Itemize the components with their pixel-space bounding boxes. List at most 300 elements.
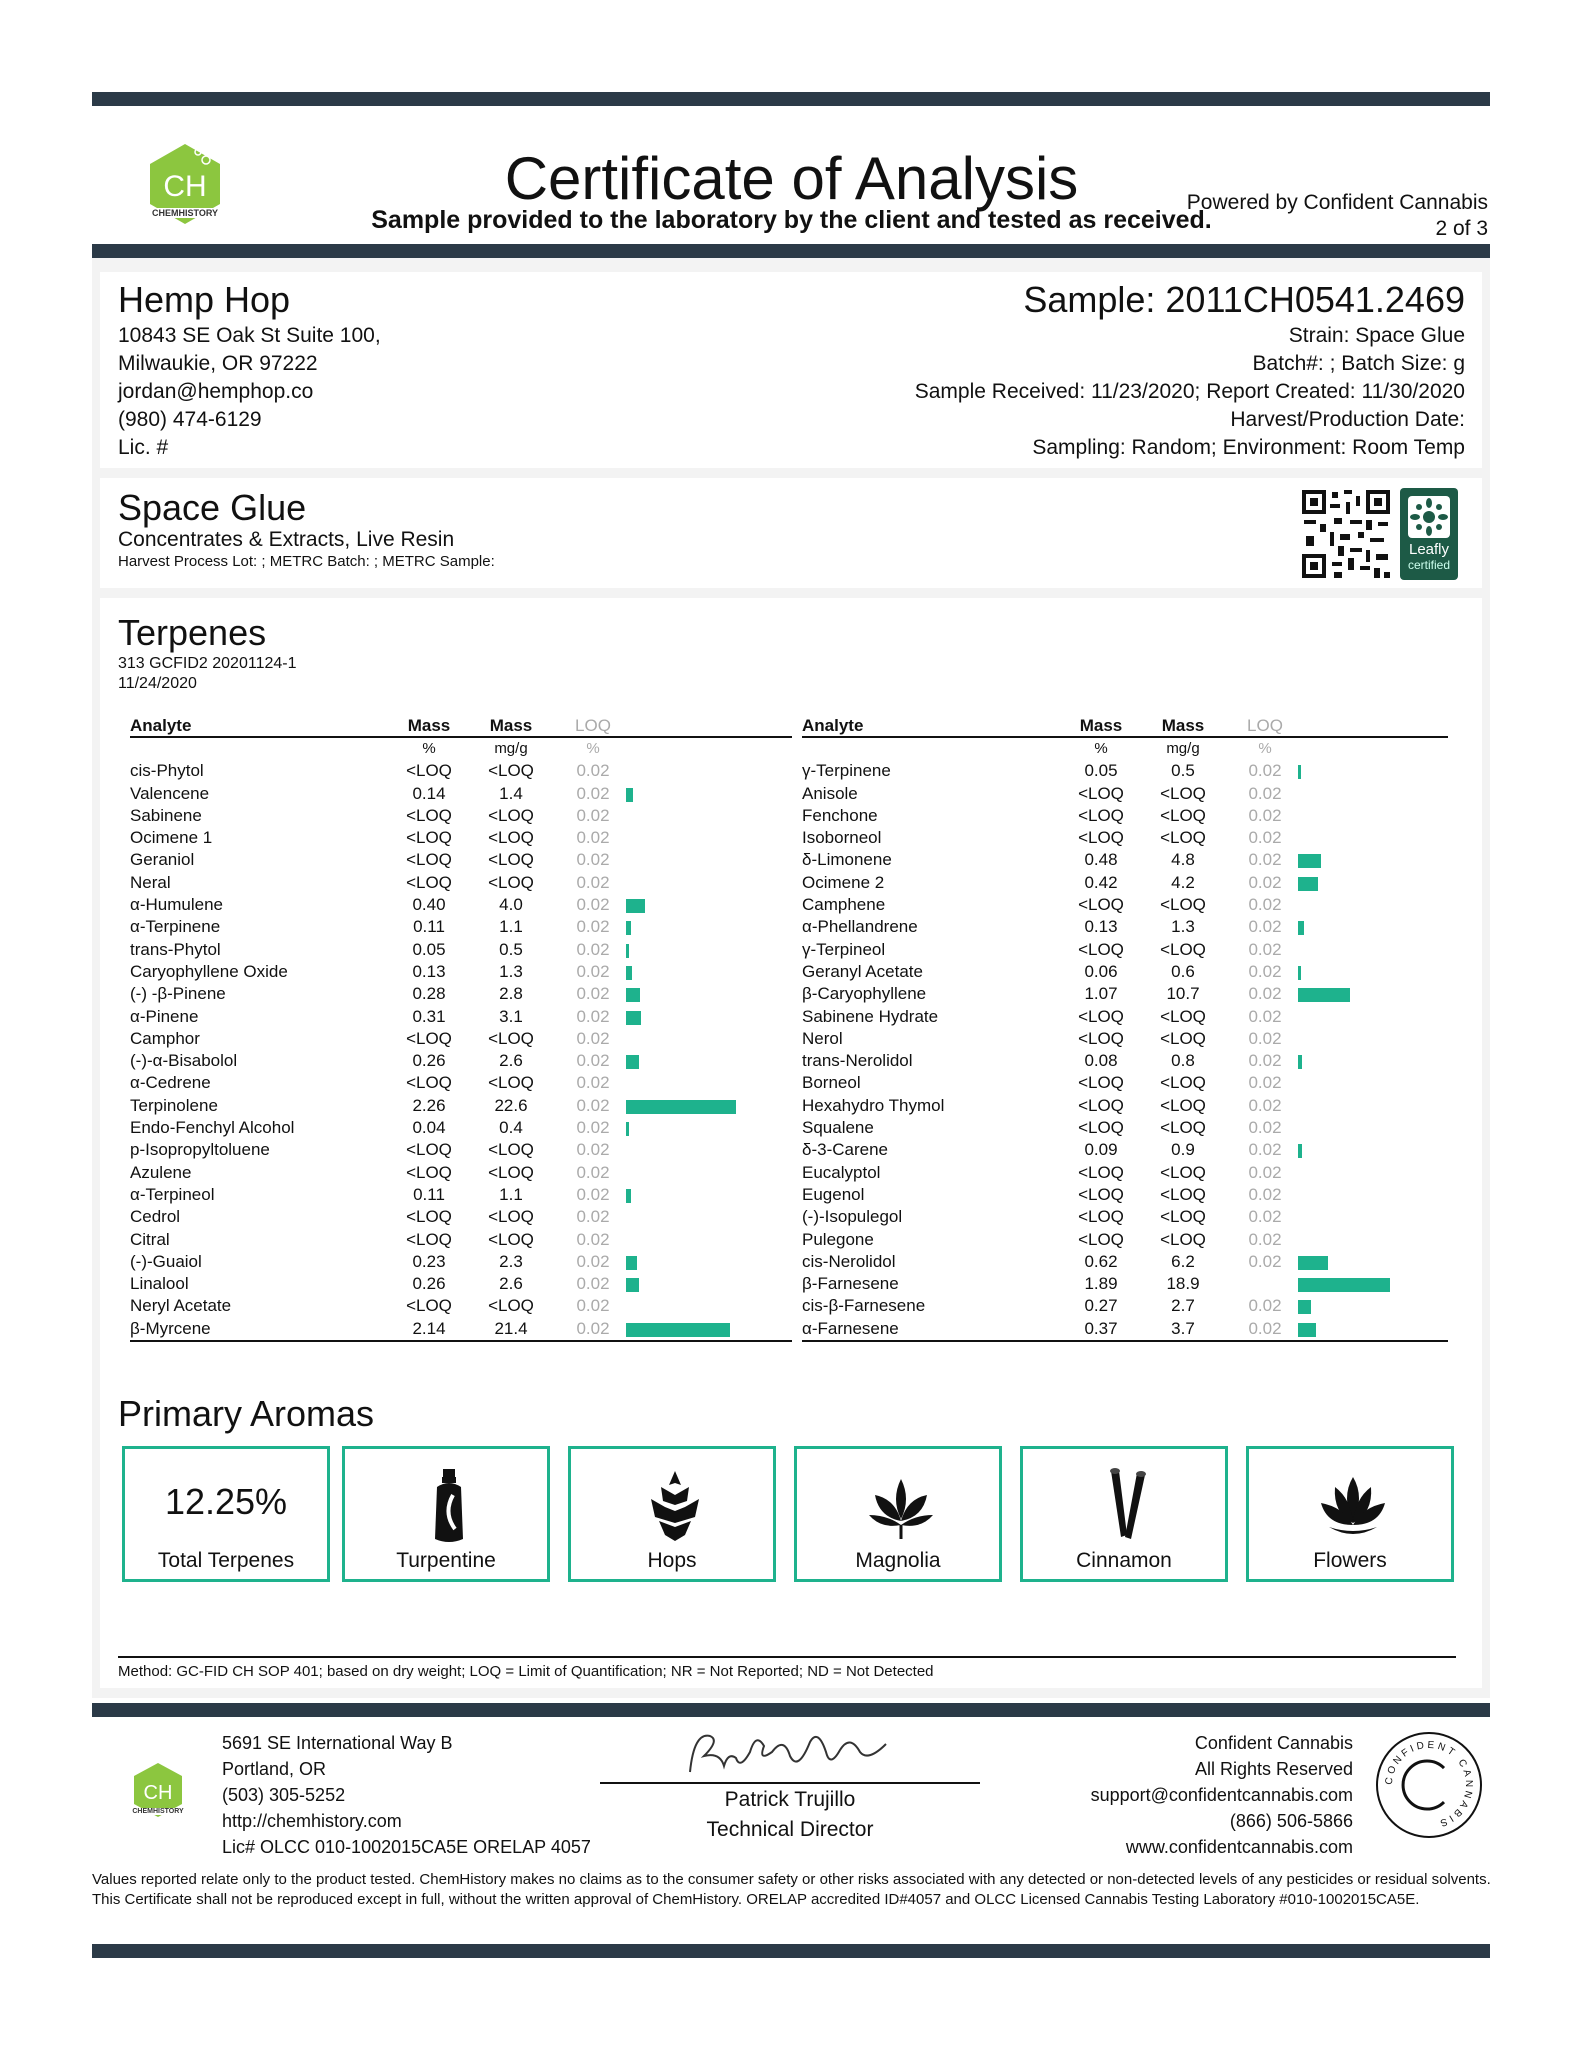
cell-pct: 0.28: [412, 984, 446, 1004]
page-title: Certificate of Analysis: [504, 145, 1079, 212]
terpenes-table-right: Analyte Mass Mass LOQ % mg/g % γ-Terpinene 0.05 0.5 0.02 Anisole <LOQ <LOQ 0.02 Fenchone <LOQ <LOQ 0.02 Isoborneol <LOQ <LOQ 0.02 δ-Limonene 0.48 4.8 0.02 Ocimene 2 0.42 4.2 0.02 Camphene <LOQ <LOQ 0.02 α-Phellandrene 0.13 1.3 0.02 γ-Terpineol <LOQ <LOQ 0.02 Geranyl Acetate 0.06 0.6 0.02 β-Caryophyllene 1.07 10.7 0.02 Sabinene Hydrate <LOQ <LOQ 0.02 Nerol <LOQ <LOQ 0.02 trans-Nerolidol 0.08 0.8 0.02 Borneol <LOQ <LOQ 0.02 Hexahydro Thymol <LOQ <LOQ 0.02 Squalene <LOQ <LOQ 0.02 δ-3-Carene 0.09 0.9 0.02 Eucalyptol <LOQ <LOQ 0.02 Eugenol <LOQ <LOQ 0.02 (-)-Isopulegol <LOQ <LOQ 0.02 Pulegone <LOQ <LOQ 0.02 cis-Nerolidol 0.62 6.2 0.02 β-Farnesene 1.89 18.9 cis-β-Farnesene 0.27 2.7 0.02 α-Farnesene 0.37 3.7 0.02: [802, 716, 1448, 1342]
cell-analyte: Ocimene 2: [802, 872, 885, 892]
table-row: [130, 849, 792, 871]
page-subtitle: Sample provided to the laboratory by the client and tested as received.: [371, 206, 1212, 234]
cell-loq: 0.02: [1248, 1118, 1282, 1138]
cell-loq: 0.02: [1248, 1251, 1282, 1271]
svg-text:CH: CH: [143, 1782, 173, 1804]
cell-pct: 0.11: [413, 917, 445, 937]
terpene-bar: [1298, 1323, 1316, 1337]
table-row: [802, 783, 1448, 805]
cell-mg: 2.6: [499, 1274, 523, 1294]
cell-analyte: Eucalyptol: [802, 1162, 881, 1182]
cell-analyte: Cedrol: [130, 1207, 181, 1227]
table-row: [802, 939, 1448, 961]
signer-block: [600, 1785, 980, 1845]
cell-mg: <LOQ: [1160, 1229, 1206, 1249]
leafly-certified-badge: Leafly certified: [1400, 488, 1458, 580]
table-row: [802, 1072, 1448, 1094]
cell-pct: 0.31: [412, 1006, 446, 1026]
cell-loq: 0.02: [1248, 828, 1282, 848]
sample-info: [915, 278, 1465, 462]
table-row: [130, 1072, 792, 1094]
cell-pct: <LOQ: [406, 1028, 452, 1048]
table-row: [130, 894, 792, 916]
cell-analyte: trans-Phytol: [130, 939, 221, 959]
cell-pct: <LOQ: [406, 850, 452, 870]
cell-loq: 0.02: [576, 961, 610, 981]
table-row: [802, 1206, 1448, 1228]
cell-mg: <LOQ: [1160, 1162, 1206, 1182]
cell-loq: 0.02: [576, 1028, 610, 1048]
cell-analyte: α-Terpinene: [130, 917, 221, 937]
cell-pct: <LOQ: [406, 761, 452, 781]
cell-pct: 0.05: [1084, 761, 1118, 781]
cell-pct: <LOQ: [1078, 1207, 1124, 1227]
cell-loq: 0.02: [576, 939, 610, 959]
terpene-bar: [626, 988, 640, 1002]
cell-pct: <LOQ: [406, 1296, 452, 1316]
cell-pct: <LOQ: [1078, 1184, 1124, 1204]
cc-website-link[interactable]: www.confidentcannabis.com: [1125, 1837, 1353, 1857]
cell-loq: 0.02: [560, 1318, 626, 1341]
cell-pct: <LOQ: [406, 805, 452, 825]
cell-mg: <LOQ: [488, 828, 534, 848]
cell-loq: 0.02: [1248, 783, 1282, 803]
table-row: [802, 983, 1448, 1005]
cell-mg: 1.1: [499, 1184, 523, 1204]
cell-pct: 2.14: [396, 1318, 462, 1341]
cell-analyte: cis-Nerolidol: [802, 1251, 896, 1271]
signature-line: [600, 1782, 980, 1784]
cell-loq: 0.02: [576, 1006, 610, 1026]
terpene-bar: [1298, 1055, 1302, 1069]
terpene-bar: [626, 1100, 736, 1114]
cell-analyte: Camphene: [802, 895, 886, 915]
cell-pct: 0.26: [412, 1274, 446, 1294]
sample-sampling: Sampling: Random; Environment: Room Temp: [1032, 436, 1465, 459]
client-info: [118, 278, 381, 462]
cell-mg: 0.4: [499, 1118, 523, 1138]
terpene-bar: [626, 1278, 639, 1292]
cell-analyte: p-Isopropyltoluene: [130, 1140, 270, 1160]
table-row: [130, 1206, 792, 1228]
cell-analyte: Fenchone: [802, 805, 878, 825]
table-row: [802, 916, 1448, 938]
product-name: Space Glue: [118, 487, 307, 528]
table-row: [130, 1273, 792, 1295]
cell-analyte: Camphor: [130, 1028, 200, 1048]
table-row: [802, 1184, 1448, 1206]
cell-loq: 0.02: [1248, 1296, 1282, 1316]
cell-pct: <LOQ: [1078, 1118, 1124, 1138]
primary-aromas-title: Primary Aromas: [118, 1393, 375, 1434]
table-row: [130, 1050, 792, 1072]
table-row: [802, 1139, 1448, 1161]
cell-pct: 0.08: [1084, 1051, 1118, 1071]
cell-pct: 0.13: [1084, 917, 1118, 937]
aroma-card-turpentine: Turpentine: [342, 1446, 550, 1582]
cell-loq: [1232, 1273, 1298, 1295]
cell-analyte: Borneol: [802, 1073, 861, 1093]
table-row: [802, 872, 1448, 894]
cell-loq: 0.02: [1248, 1028, 1282, 1048]
terpene-bar: [626, 899, 645, 913]
cell-pct: <LOQ: [1078, 1073, 1124, 1093]
cell-analyte: Hexahydro Thymol: [802, 1095, 945, 1115]
cell-loq: 0.02: [576, 783, 610, 803]
cell-pct: 0.23: [412, 1251, 446, 1271]
cell-mg: 0.5: [499, 939, 523, 959]
cell-pct: 0.26: [412, 1051, 446, 1071]
cell-mg: 0.8: [1171, 1051, 1195, 1071]
aroma-card-cinnamon: Cinnamon: [1020, 1446, 1228, 1582]
cell-analyte: α-Farnesene: [802, 1318, 1068, 1341]
cell-loq: 0.02: [1248, 1140, 1282, 1160]
cell-mg: 1.3: [499, 961, 523, 981]
cell-pct: 1.07: [1084, 984, 1118, 1004]
terpene-bar: [626, 1055, 639, 1069]
cell-loq: 0.02: [576, 828, 610, 848]
cell-loq: 0.02: [1248, 1162, 1282, 1182]
cell-analyte: (-) -β-Pinene: [130, 984, 226, 1004]
hops-icon: [635, 1465, 715, 1545]
header-bottom-bar: [92, 244, 1490, 258]
cell-mg: <LOQ: [1160, 1118, 1206, 1138]
table-row: [802, 961, 1448, 983]
total-terpenes-card: [122, 1446, 330, 1582]
cell-loq: 0.02: [1248, 939, 1282, 959]
cell-analyte: cis-Phytol: [130, 761, 204, 781]
cell-mg: <LOQ: [1160, 783, 1206, 803]
cell-mg: <LOQ: [488, 1140, 534, 1160]
cell-pct: <LOQ: [1078, 895, 1124, 915]
cell-loq: 0.02: [1248, 917, 1282, 937]
footer-top-bar: [92, 1703, 1490, 1717]
cell-pct: 0.13: [412, 961, 446, 981]
table-row: [130, 1251, 792, 1273]
table-row: [802, 1028, 1448, 1050]
terpene-bar: [1298, 921, 1304, 935]
lab-website-link[interactable]: http://chemhistory.com: [222, 1811, 402, 1831]
cell-analyte: Caryophyllene Oxide: [130, 961, 288, 981]
cell-analyte: Valencene: [130, 783, 210, 803]
cell-loq: 0.02: [1248, 1095, 1282, 1115]
cell-loq: 0.02: [1248, 1051, 1282, 1071]
cell-mg: <LOQ: [488, 1296, 534, 1316]
terpenes-date: 11/24/2020: [118, 675, 197, 692]
terpene-bar: [1298, 1256, 1328, 1270]
aroma-card-magnolia: Magnolia: [794, 1446, 1002, 1582]
cell-analyte: Sabinene Hydrate: [802, 1006, 939, 1026]
terpene-bar: [1298, 877, 1318, 891]
table-row: [130, 1006, 792, 1028]
table-row: [130, 783, 792, 805]
cell-loq: 0.02: [576, 1251, 610, 1271]
cell-loq: 0.02: [1248, 984, 1282, 1004]
terpenes-title: Terpenes: [118, 612, 267, 653]
cell-mg: <LOQ: [1160, 828, 1206, 848]
table-row: [802, 894, 1448, 916]
cinnamon-stick-icon: [1087, 1465, 1167, 1545]
table-row: [802, 1050, 1448, 1072]
bottom-bar: [92, 1944, 1490, 1958]
terpene-bar: [1298, 1278, 1390, 1292]
table-row: [802, 1318, 1448, 1341]
cell-mg: 2.8: [499, 984, 523, 1004]
svg-text:CONFIDENT CANNABIS: CONFIDENT CANNABIS: [1383, 1739, 1475, 1829]
client-license: Lic. #: [118, 436, 169, 459]
signer-title: Technical Director: [706, 1818, 874, 1841]
cell-mg: 0.5: [1171, 761, 1195, 781]
client-email: jordan@hemphop.co: [118, 380, 314, 403]
cell-loq: 0.02: [576, 872, 610, 892]
table-row: [802, 1273, 1448, 1295]
cell-mg: <LOQ: [1160, 1073, 1206, 1093]
terpene-bar: [1298, 988, 1350, 1002]
cell-analyte: Azulene: [130, 1162, 192, 1182]
table-row: [130, 1095, 792, 1117]
cell-pct: <LOQ: [406, 1207, 452, 1227]
cell-pct: <LOQ: [1078, 805, 1124, 825]
cell-mg: <LOQ: [488, 1207, 534, 1227]
cell-pct: <LOQ: [406, 1140, 452, 1160]
cell-pct: <LOQ: [406, 872, 452, 892]
chemhistory-footer-logo: CH CHEMHISTORY: [128, 1760, 188, 1820]
cell-mg: <LOQ: [488, 1028, 534, 1048]
cell-analyte: α-Pinene: [130, 1006, 199, 1026]
cell-loq: 0.02: [576, 1073, 610, 1093]
cell-mg: <LOQ: [488, 1073, 534, 1093]
qr-code-icon: [1300, 488, 1392, 580]
cell-analyte: δ-3-Carene: [802, 1140, 888, 1160]
terpene-bar: [1298, 1144, 1302, 1158]
terpenes-instrument: 313 GCFID2 20201124-1: [118, 655, 297, 672]
cell-analyte: Isoborneol: [802, 828, 882, 848]
table-row: [130, 1139, 792, 1161]
cell-analyte: Nerol: [802, 1028, 843, 1048]
cell-mg: 2.6: [499, 1051, 523, 1071]
cell-loq: 0.02: [576, 850, 610, 870]
cell-loq: 0.02: [576, 761, 610, 781]
cell-analyte: Eugenol: [802, 1184, 865, 1204]
cell-analyte: α-Cedrene: [130, 1073, 211, 1093]
cell-loq: 0.02: [576, 805, 610, 825]
table-row: [130, 827, 792, 849]
cell-mg: 2.7: [1171, 1296, 1195, 1316]
cell-loq: 0.02: [576, 1051, 610, 1071]
table-row: [130, 1028, 792, 1050]
cell-pct: 0.27: [1084, 1296, 1118, 1316]
terpenes-table-left: Analyte Mass Mass LOQ % mg/g % cis-Phytol <LOQ <LOQ 0.02 Valencene 0.14 1.4 0.02 Sabinene <LOQ <LOQ 0.02 Ocimene 1 <LOQ <LOQ 0.02 Geraniol <LOQ <LOQ 0.02 Neral <LOQ <LOQ 0.02 α-Humulene 0.40 4.0 0.02 α-Terpinene 0.11 1.1 0.02 trans-Phytol 0.05 0.5 0.02 Caryophyllene Oxide 0.13 1.3 0.02 (-) -β-Pinene 0.28 2.8 0.02 α-Pinene 0.31 3.1 0.02 Camphor <LOQ <LOQ 0.02 (-)-α-Bisabolol 0.26 2.6 0.02 α-Cedrene <LOQ <LOQ 0.02 Terpinolene 2.26 22.6 0.02 Endo-Fenchyl Alcohol 0.04 0.4 0.02 p-Isopropyltoluene <LOQ <LOQ 0.02 Azulene <LOQ <LOQ 0.02 α-Terpineol 0.11 1.1 0.02 Cedrol <LOQ <LOQ 0.02 Citral <LOQ <LOQ 0.02 (-)-Guaiol 0.23 2.3 0.02 Linalool 0.26 2.6 0.02 Neryl Acetate <LOQ <LOQ 0.02 β-Myrcene 2.14 21.4 0.02: [130, 716, 792, 1342]
cell-analyte: β-Farnesene: [802, 1274, 899, 1294]
cell-mg: <LOQ: [1160, 1207, 1206, 1227]
table-row: [802, 1117, 1448, 1139]
table-row: [130, 939, 792, 961]
client-phone: (980) 474-6129: [118, 408, 262, 431]
cell-analyte: Sabinene: [130, 805, 202, 825]
cell-loq: 0.02: [576, 895, 610, 915]
sample-harvest: Harvest/Production Date:: [1230, 408, 1465, 431]
cell-loq: 0.02: [576, 1229, 610, 1249]
cell-loq: 0.02: [1248, 1207, 1282, 1227]
cell-pct: 0.37: [1068, 1318, 1134, 1341]
cell-mg: <LOQ: [488, 1229, 534, 1249]
cell-mg: 0.9: [1171, 1140, 1195, 1160]
cell-loq: 0.02: [576, 1140, 610, 1160]
cell-loq: 0.02: [1248, 961, 1282, 981]
cell-analyte: Geranyl Acetate: [802, 961, 923, 981]
cell-mg: <LOQ: [1160, 895, 1206, 915]
cell-pct: 0.11: [413, 1184, 445, 1204]
cell-analyte: trans-Nerolidol: [802, 1051, 913, 1071]
terpene-bar: [1298, 966, 1301, 980]
table-row: [130, 983, 792, 1005]
cell-loq: 0.02: [1248, 1229, 1282, 1249]
magnolia-flower-icon: [861, 1465, 941, 1545]
cell-analyte: α-Phellandrene: [802, 917, 918, 937]
cell-mg: 6.2: [1171, 1251, 1195, 1271]
cell-mg: 22.6: [494, 1095, 528, 1115]
client-address2: Milwaukie, OR 97222: [118, 352, 318, 375]
cell-analyte: α-Terpineol: [130, 1184, 215, 1204]
cell-mg: <LOQ: [1160, 939, 1206, 959]
cell-pct: <LOQ: [1078, 1028, 1124, 1048]
turpentine-bottle-icon: [409, 1465, 489, 1545]
cell-analyte: γ-Terpinene: [802, 761, 891, 781]
table-row: [802, 1006, 1448, 1028]
chemhistory-logo: CH CHEMHISTORY: [140, 140, 230, 230]
cell-mg: 21.4: [462, 1318, 560, 1341]
table-row: [802, 1295, 1448, 1317]
product-meta: Harvest Process Lot: ; METRC Batch: ; METRC Sample:: [118, 553, 495, 570]
method-note: Method: GC-FID CH SOP 401; based on dry weight; LOQ = Limit of Quantification; NR = Not Reported; ND = Not Detected: [118, 1663, 934, 1680]
table-row: [130, 872, 792, 894]
cell-analyte: β-Caryophyllene: [802, 984, 927, 1004]
cell-pct: <LOQ: [406, 1073, 452, 1093]
cell-loq: 0.02: [576, 1162, 610, 1182]
sample-id: Sample: 2011CH0541.2469: [1023, 279, 1465, 320]
cell-mg: <LOQ: [488, 805, 534, 825]
cell-mg: 3.1: [499, 1006, 523, 1026]
cell-mg: 10.7: [1166, 984, 1200, 1004]
lab-contact: 5691 SE International Way B Portland, OR (503) 305-5252 http://chemhistory.com Lic# OLCC 010-1002015CA5E ORELAP 4057: [222, 1733, 591, 1857]
total-terpenes-value: 12.25%: [164, 1481, 288, 1522]
svg-text:CH: CH: [163, 170, 207, 203]
table-row: [802, 1095, 1448, 1117]
cell-mg: <LOQ: [1160, 1006, 1206, 1026]
cell-mg: 1.3: [1171, 917, 1195, 937]
method-divider: [118, 1656, 1456, 1658]
client-name: Hemp Hop: [118, 279, 291, 320]
table-row: [130, 1318, 792, 1341]
cell-loq: 0.02: [576, 1118, 610, 1138]
cell-pct: 0.04: [412, 1118, 446, 1138]
product-info: [118, 488, 495, 572]
table-row: [130, 1162, 792, 1184]
cell-loq: 0.02: [576, 1184, 610, 1204]
signature-image: [680, 1722, 900, 1788]
cell-mg: <LOQ: [1160, 1028, 1206, 1048]
support-email-link[interactable]: support@confidentcannabis.com: [1090, 1785, 1353, 1805]
page-number: 2 of 3: [1435, 217, 1488, 240]
cell-pct: <LOQ: [1078, 1095, 1124, 1115]
cell-loq: 0.02: [1232, 1318, 1298, 1341]
terpene-bar: [626, 788, 633, 802]
top-bar: [92, 92, 1490, 106]
cell-mg: <LOQ: [1160, 805, 1206, 825]
cell-mg: <LOQ: [488, 1162, 534, 1182]
cell-mg: 1.4: [499, 783, 523, 803]
terpene-bar: [626, 921, 631, 935]
cell-pct: 0.09: [1084, 1140, 1118, 1160]
cell-loq: 0.02: [576, 1207, 610, 1227]
cell-pct: 1.89: [1084, 1274, 1118, 1294]
aroma-card-hops: Hops: [568, 1446, 776, 1582]
cell-pct: <LOQ: [1078, 1162, 1124, 1182]
table-row: [802, 1162, 1448, 1184]
cell-pct: 2.26: [412, 1095, 446, 1115]
cell-pct: <LOQ: [406, 1229, 452, 1249]
cell-analyte: cis-β-Farnesene: [802, 1296, 926, 1316]
terpene-bar: [626, 1323, 730, 1337]
cell-loq: 0.02: [1248, 850, 1282, 870]
table-row: [130, 1295, 792, 1317]
cell-analyte: (-)-Isopulegol: [802, 1207, 903, 1227]
cell-mg: <LOQ: [1160, 1095, 1206, 1115]
terpene-bar: [626, 966, 632, 980]
cell-mg: <LOQ: [488, 872, 534, 892]
terpene-bar: [626, 944, 629, 958]
table-row: [130, 916, 792, 938]
cell-loq: 0.02: [576, 1095, 610, 1115]
table-row: [802, 1251, 1448, 1273]
table-row: [130, 1117, 792, 1139]
total-terpenes-label: Total Terpenes: [157, 1549, 295, 1572]
cell-loq: 0.02: [576, 984, 610, 1004]
cell-analyte: Squalene: [802, 1118, 874, 1138]
cell-pct: 0.42: [1084, 872, 1118, 892]
cell-analyte: Neryl Acetate: [130, 1296, 232, 1316]
cell-pct: <LOQ: [1078, 828, 1124, 848]
cell-pct: 0.05: [412, 939, 446, 959]
aroma-card-flowers: Flowers: [1246, 1446, 1454, 1582]
cell-analyte: β-Myrcene: [130, 1318, 396, 1341]
cell-mg: <LOQ: [488, 850, 534, 870]
cell-analyte: Neral: [130, 872, 171, 892]
cell-loq: 0.02: [1248, 872, 1282, 892]
table-row: [130, 1184, 792, 1206]
cell-analyte: Anisole: [802, 783, 858, 803]
terpene-bar: [626, 1189, 631, 1203]
table-row: [130, 805, 792, 827]
cell-mg: <LOQ: [488, 761, 534, 781]
cell-pct: <LOQ: [1078, 783, 1124, 803]
cell-mg: 0.6: [1171, 961, 1195, 981]
cell-mg: 3.7: [1134, 1318, 1232, 1341]
sample-dates: Sample Received: 11/23/2020; Report Created: 11/30/2020: [914, 380, 1465, 403]
cell-loq: 0.02: [1248, 1006, 1282, 1026]
disclaimer: Values reported relate only to the product tested. ChemHistory makes no claims as to the consumer safety or other risks associated with any detected or non-detected levels of any pesticides or residual solvents. This Certificate shall not be reproduced except in full, without the written approval of ChemHistory. ORELAP accredited ID#4057 and OLCC Licensed Cannabis Testing Laboratory #010-1002015CA5E.: [92, 1871, 1491, 1908]
cell-pct: 0.14: [412, 783, 446, 803]
table-row: [802, 849, 1448, 871]
cell-mg: 1.1: [499, 917, 523, 937]
table-row: [130, 1229, 792, 1251]
table-row: [130, 961, 792, 983]
terpene-bar: [1298, 765, 1301, 779]
cell-analyte: α-Humulene: [130, 895, 223, 915]
lotus-flower-icon: [1313, 1465, 1393, 1545]
